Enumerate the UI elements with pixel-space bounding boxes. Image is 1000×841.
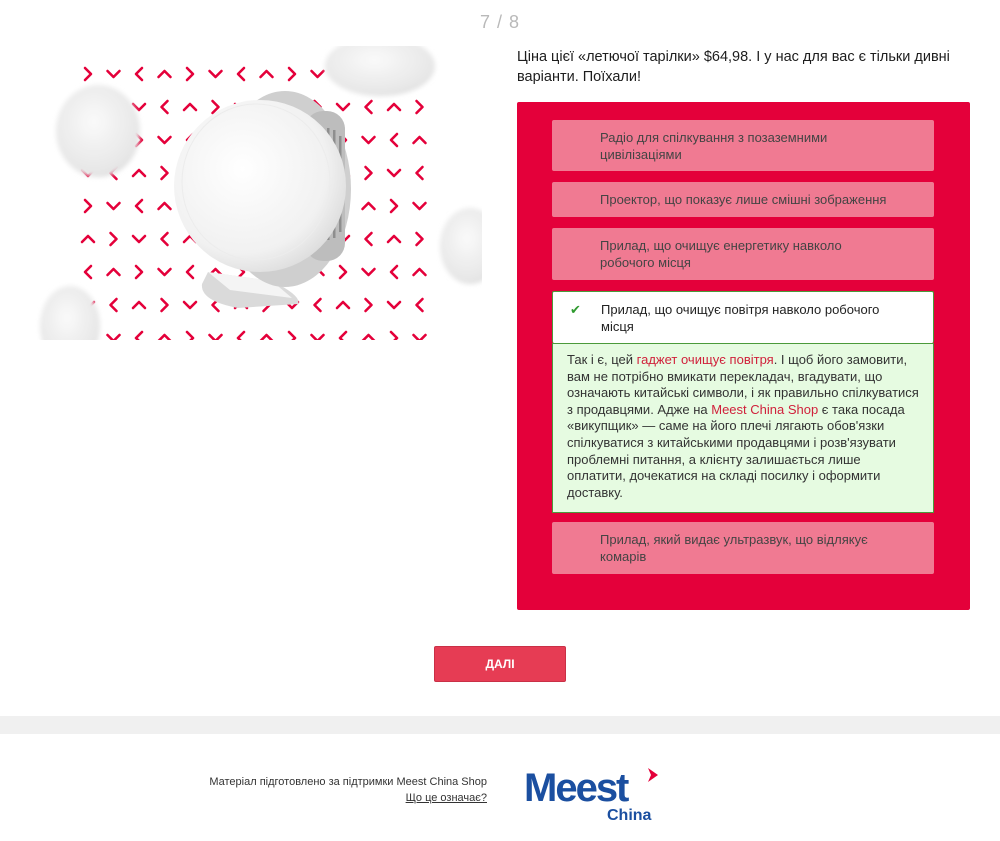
chevron-mark bbox=[388, 302, 400, 308]
answers-panel bbox=[517, 102, 970, 610]
quiz-progress: 7 / 8 bbox=[479, 12, 521, 32]
chevron-mark bbox=[414, 335, 426, 340]
chevron-mark bbox=[238, 68, 244, 80]
chevron-mark bbox=[187, 332, 193, 340]
chevron-mark bbox=[366, 101, 372, 113]
meest-china-logo[interactable] bbox=[524, 762, 674, 824]
chevron-mark bbox=[340, 332, 346, 340]
chevron-mark bbox=[366, 167, 372, 179]
chevron-mark bbox=[414, 203, 426, 209]
chevron-mark bbox=[159, 335, 171, 340]
chevron-mark bbox=[261, 71, 273, 77]
chevron-mark bbox=[136, 200, 142, 212]
chevron-mark bbox=[340, 266, 346, 278]
chevron-mark bbox=[136, 68, 142, 80]
chevron-mark bbox=[159, 137, 171, 143]
chevron-mark bbox=[111, 299, 117, 311]
chevron-mark bbox=[366, 299, 372, 311]
explanation-link-gadget[interactable]: гаджет очищує повітря bbox=[636, 352, 774, 367]
chevron-mark bbox=[159, 203, 171, 209]
air-purifier-image bbox=[30, 46, 482, 340]
chevron-mark bbox=[82, 236, 94, 242]
chevron-mark bbox=[85, 266, 91, 278]
chevron-mark bbox=[417, 101, 423, 113]
chevron-mark bbox=[388, 104, 400, 110]
chevron-mark bbox=[210, 335, 222, 340]
chevron-mark bbox=[391, 200, 397, 212]
chevron-mark bbox=[162, 299, 168, 311]
chevron-mark bbox=[289, 68, 295, 80]
logo-arrow-icon bbox=[648, 768, 658, 782]
chevron-mark bbox=[312, 71, 324, 77]
chevron-mark bbox=[85, 68, 91, 80]
chevron-mark bbox=[159, 71, 171, 77]
chevron-mark bbox=[391, 134, 397, 146]
sponsor-info-link[interactable]: Що це означає? bbox=[405, 792, 487, 804]
answer-option-3[interactable] bbox=[552, 228, 934, 280]
chevron-mark bbox=[162, 167, 168, 179]
checkmark-icon: ✔ bbox=[570, 302, 581, 317]
sponsor-text: Матеріал підготовлено за підтримки Meest China Shop bbox=[209, 776, 487, 788]
answer-explanation bbox=[552, 343, 934, 513]
chevron-mark bbox=[388, 236, 400, 242]
chevron-mark bbox=[289, 332, 295, 340]
chevron-mark bbox=[337, 302, 349, 308]
question-text: Ціна цієї «летючої тарілки» $64,98. І у нас для вас є тільки дивні варіанти. Поїхали! bbox=[517, 49, 950, 85]
chevron-mark bbox=[111, 233, 117, 245]
explanation-text: Так і є, цей bbox=[567, 352, 637, 367]
chevron-mark bbox=[187, 68, 193, 80]
chevron-mark bbox=[187, 266, 193, 278]
chevron-mark bbox=[162, 233, 168, 245]
chevron-mark bbox=[238, 332, 244, 340]
chevron-mark bbox=[108, 335, 120, 340]
answer-option-5[interactable] bbox=[552, 522, 934, 574]
chevron-mark bbox=[391, 332, 397, 340]
chevron-mark bbox=[162, 101, 168, 113]
chevron-mark bbox=[108, 269, 120, 275]
answer-option-label: Радіо для спілкування з позаземними цивілізаціями bbox=[600, 129, 828, 162]
chevron-mark bbox=[366, 233, 372, 245]
chevron-mark bbox=[184, 104, 196, 110]
logo-brand-text: Meest bbox=[524, 766, 628, 810]
sponsor-note bbox=[140, 775, 487, 805]
chevron-mark bbox=[108, 71, 120, 77]
explanation-link-shop[interactable]: Meest China Shop bbox=[711, 401, 819, 417]
chevron-mark bbox=[414, 269, 426, 275]
chevron-mark bbox=[363, 203, 375, 209]
chevron-mark bbox=[136, 332, 142, 340]
chevron-mark bbox=[210, 71, 222, 77]
section-divider bbox=[0, 716, 1000, 734]
chevron-mark bbox=[133, 236, 145, 242]
answer-option-2[interactable] bbox=[552, 182, 934, 217]
answer-option-label: Проектор, що показує лише смішні зображення bbox=[600, 192, 887, 207]
chevron-mark bbox=[85, 200, 91, 212]
chevron-mark bbox=[417, 167, 423, 179]
chevron-mark bbox=[388, 170, 400, 176]
chevron-mark bbox=[414, 137, 426, 143]
chevron-mark bbox=[363, 335, 375, 340]
chevron-mark bbox=[133, 170, 145, 176]
chevron-mark bbox=[184, 302, 196, 308]
answer-option-label: Прилад, який видає ультразвук, що відлякує комарів bbox=[600, 532, 868, 564]
chevron-mark bbox=[337, 104, 349, 110]
logo-sub-text: China bbox=[607, 807, 652, 824]
chevron-mark bbox=[315, 299, 321, 311]
answer-option-4-correct[interactable] bbox=[552, 291, 934, 343]
chevron-mark bbox=[261, 335, 273, 340]
chevron-mark bbox=[108, 203, 120, 209]
answer-option-label: Прилад, що очищує повітря навколо робочого місця bbox=[601, 301, 880, 334]
chevron-mark bbox=[417, 233, 423, 245]
chevron-mark bbox=[391, 266, 397, 278]
chevron-mark bbox=[417, 299, 423, 311]
chevron-mark bbox=[312, 335, 324, 340]
chevron-mark bbox=[133, 302, 145, 308]
chevron-mark bbox=[363, 137, 375, 143]
chevron-mark bbox=[159, 269, 171, 275]
answer-option-label: Прилад, що очищує енергетику навколо робочого місця bbox=[600, 238, 842, 270]
explanation-text: . І щоб його замовити, вам не потрібно вмикати перекладач, вгадувати, що означають китайські символи, і як правильно спілкуватися з продавцями. Адже на bbox=[567, 352, 919, 417]
answer-option-1[interactable] bbox=[552, 120, 934, 171]
chevron-mark bbox=[363, 269, 375, 275]
next-button[interactable]: ДАЛІ bbox=[434, 646, 566, 682]
chevron-mark bbox=[136, 266, 142, 278]
explanation-text: є така посада «викупщик» — саме на його плечі лягають обов'язки спілкуватися з китайськими продавцями і розв'язувати проблемні питання, а клієнту залишається лише оплатити, дочекатися на складі посилку і оформити доставку. bbox=[567, 401, 905, 500]
